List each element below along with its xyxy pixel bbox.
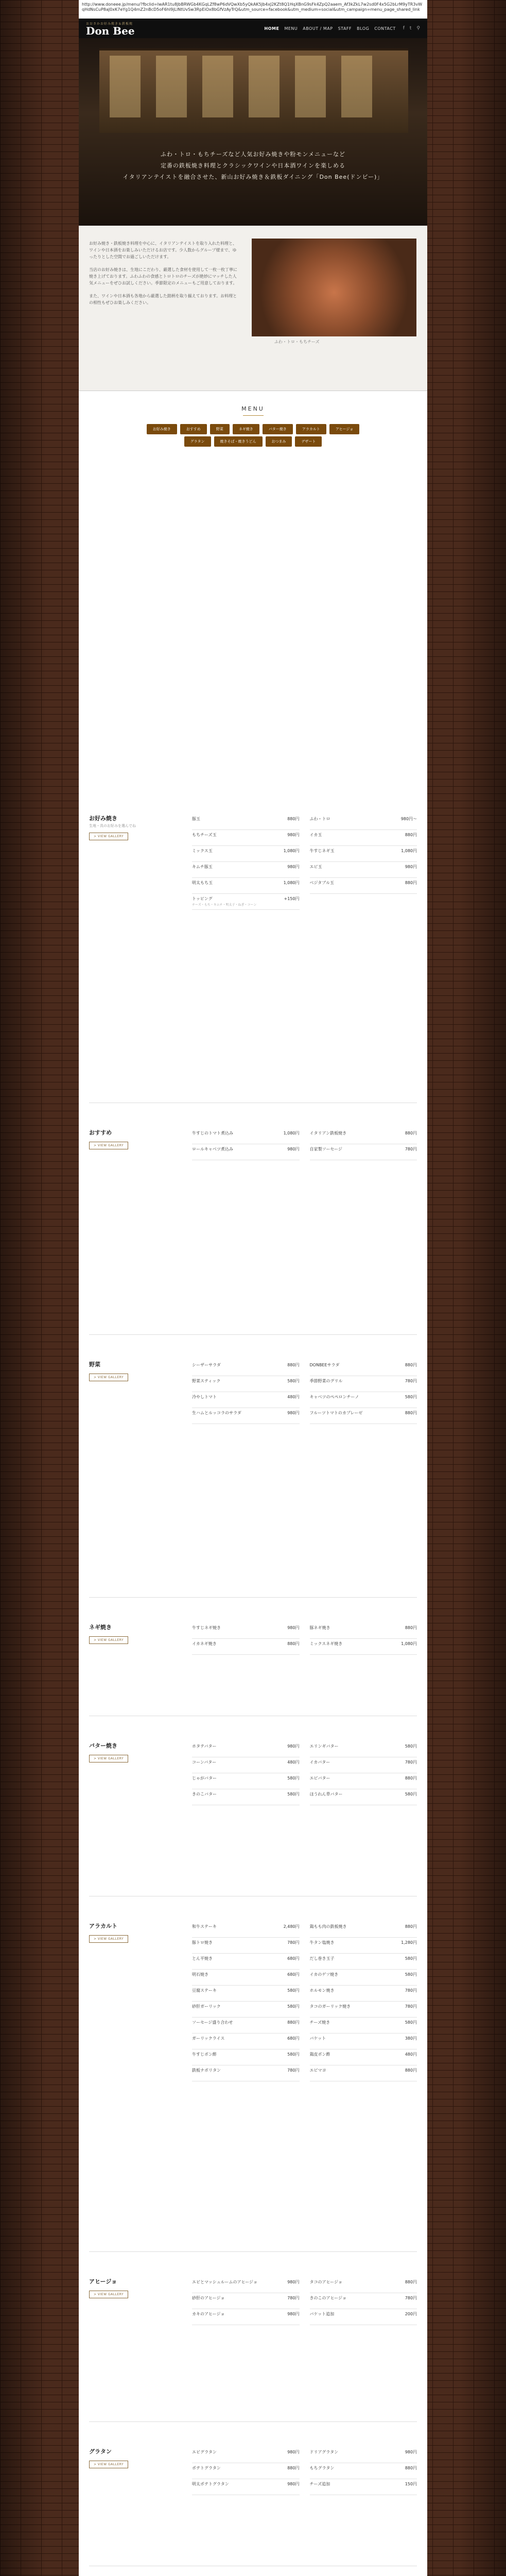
menu-item-name: エビグラタン — [192, 2450, 217, 2454]
menu-item — [192, 2033, 300, 2049]
menu-item-list — [192, 1623, 417, 1655]
menu-item-name: 豆腐ステーキ — [192, 1988, 217, 1993]
menu-item — [192, 846, 300, 862]
menu-item-price: 980円 — [287, 1625, 300, 1630]
nav-home[interactable]: HOME — [264, 26, 280, 31]
menu-item-name: 牛すじのトマト煮込み — [192, 1131, 233, 1136]
menu-title: MENU — [241, 405, 265, 412]
social-links — [403, 26, 420, 31]
menu-item — [192, 2479, 300, 2495]
menu-item — [310, 1376, 417, 1392]
menu-section — [89, 1128, 417, 1335]
category-button[interactable]: アラカルト — [296, 424, 326, 434]
menu-item-name: 明太ポテトグラタン — [192, 2482, 229, 2486]
menu-item — [192, 2447, 300, 2463]
menu-item — [310, 2447, 417, 2463]
category-button[interactable]: おすすめ — [180, 424, 207, 434]
menu-item-price: 880円 — [405, 1924, 417, 1929]
menu-item-name: ベジタブル玉 — [309, 880, 334, 885]
nav-menu[interactable]: MENU — [284, 26, 298, 31]
menu-section-title: お好み焼き — [89, 815, 117, 822]
menu-section-title: アラカルト — [89, 1923, 117, 1929]
menu-section — [89, 1741, 417, 1896]
menu-item-price: 580円 — [405, 2020, 417, 2025]
menu-item-price: 880円 — [405, 1131, 417, 1136]
menu-item — [310, 1954, 417, 1970]
menu-item-name: 豚トロ焼き — [192, 1940, 213, 1945]
menu-item-price: 880円 — [287, 817, 300, 821]
menu-section-title: 野菜 — [89, 1361, 100, 1368]
hero-banner — [79, 38, 427, 226]
menu-item-name: ミックス玉 — [192, 849, 213, 853]
menu-item — [310, 2049, 417, 2065]
menu-item-price: 980円 — [287, 2312, 300, 2316]
menu-section — [89, 814, 417, 1103]
hero-copy — [79, 149, 427, 183]
menu-item-price: 980円 — [287, 1744, 300, 1749]
menu-item-name: バケット — [309, 2036, 326, 2041]
menu-item-name: ポテトグラタン — [192, 2466, 221, 2470]
menu-item-name: ソーセージ盛り合わせ — [192, 2020, 233, 2025]
menu-item — [192, 830, 300, 846]
menu-item-price: 580円 — [405, 1972, 417, 1977]
menu-item-name: ほうれん草バター — [309, 1792, 343, 1797]
category-button[interactable]: 焼きそば・焼きうどん — [214, 436, 263, 447]
view-gallery-button[interactable]: > VIEW GALLERY — [89, 1935, 128, 1943]
menu-item — [310, 1623, 417, 1639]
site-logo[interactable] — [86, 21, 135, 36]
menu-item-name: イカ玉 — [309, 833, 322, 837]
menu-item-name: 生ハムとルッコラのサラダ — [192, 1411, 241, 1415]
menu-item-name: コーンバター — [192, 1760, 217, 1765]
main-nav — [265, 26, 396, 31]
menu-header — [79, 391, 427, 447]
category-button[interactable]: 野菜 — [210, 424, 230, 434]
menu-item-name: じゃがバター — [192, 1776, 217, 1781]
menu-item-price: 580円 — [287, 1988, 300, 1993]
intro-section — [79, 226, 427, 391]
menu-item-price: 880円 — [405, 1625, 417, 1630]
menu-item-name: 牛すじポン酢 — [192, 2052, 217, 2057]
menu-item — [310, 1639, 417, 1655]
site-header — [79, 19, 427, 38]
menu-item-name: 明太もち玉 — [192, 880, 213, 885]
menu-item-name: チーズ追加 — [309, 2482, 330, 2486]
view-gallery-button[interactable]: > VIEW GALLERY — [89, 1636, 128, 1644]
menu-item-price: 780円 — [405, 1147, 417, 1151]
menu-item — [310, 2479, 417, 2495]
menu-section — [89, 2447, 417, 2566]
menu-item-name: チーズ焼き — [309, 2020, 330, 2025]
menu-item-price: 580円 — [405, 1956, 417, 1961]
menu-item — [192, 1789, 300, 1805]
menu-item — [192, 862, 300, 878]
menu-item — [192, 1639, 300, 1655]
menu-item — [310, 1392, 417, 1408]
menu-item-list — [192, 814, 417, 910]
intro-paragraph-3: また、ワインや日本酒も各地から厳選した銘柄を取り揃えております。お料理との相性もぜひお楽しみください。 — [89, 294, 237, 305]
menu-item — [192, 878, 300, 894]
menu-item-name: エリンギバター — [309, 1744, 339, 1749]
menu-item-price: 1,080円 — [283, 849, 300, 853]
menu-item-name: ふわ・トロ — [309, 817, 330, 821]
menu-item-price: 880円 — [287, 1363, 300, 1367]
menu-item — [192, 814, 300, 830]
intro-paragraph-2: 当店のお好み焼きは、生地にこだわり、厳選した食材を使用して一枚一枚丁寧に焼き上げております。ふわふわの食感とトロトロのチーズが絶妙にマッチした人気メニューをぜひお試しください。季節限定のメニューもご用意しております。 — [89, 267, 237, 285]
menu-item-name: キムチ豚玉 — [192, 865, 213, 869]
menu-item — [192, 894, 300, 910]
menu-item-price: 780円 — [405, 1379, 417, 1383]
menu-item — [192, 1128, 300, 1144]
menu-item-name: エビとマッシュルームのアヒージョ — [192, 2280, 257, 2284]
menu-item-name: バケット追加 — [309, 2312, 335, 2316]
menu-item — [310, 1970, 417, 1986]
menu-section — [89, 2277, 417, 2422]
menu-item — [192, 1970, 300, 1986]
category-button[interactable]: バター焼き — [263, 424, 293, 434]
hero-line-2: 定番の鉄板焼き料理とクラシックワインや日本酒ワインを楽しめる — [160, 162, 346, 169]
menu-item-price: 1,080円 — [401, 1641, 417, 1646]
menu-item — [192, 1623, 300, 1639]
menu-item — [192, 1144, 300, 1160]
menu-item — [310, 1360, 417, 1376]
menu-item — [310, 1773, 417, 1789]
hero-line-1: ふわ・トロ・もちチーズなど人気お好み焼きや粉モンメニューなど — [160, 151, 346, 158]
menu-item-name: 豚ネギ焼き — [309, 1625, 330, 1630]
menu-item-price: 480円 — [287, 1760, 300, 1765]
menu-item — [192, 2049, 300, 2065]
search-icon[interactable]: ⚲ — [416, 26, 420, 31]
menu-item-name: 鶏皮ポン酢 — [309, 2052, 330, 2057]
menu-item-price: 580円 — [287, 2004, 300, 2009]
menu-section-title: バター焼き — [89, 1742, 117, 1749]
menu-item-price: 580円 — [405, 1792, 417, 1797]
menu-item — [310, 1144, 417, 1160]
menu-item-name: フルーツトマトのカプレーゼ — [309, 1411, 363, 1415]
menu-item-list — [192, 1741, 417, 1805]
menu-item — [310, 2277, 417, 2293]
menu-item-name: 牛すじネギ焼き — [192, 1625, 221, 1630]
menu-section-subtitle: 生地・具のお好みを選んでね — [89, 824, 136, 828]
menu-item-price: 580円 — [287, 1379, 300, 1383]
nav-blog[interactable]: BLOG — [357, 26, 370, 31]
menu-item — [192, 1408, 300, 1424]
menu-item-name: 季節野菜のグリル — [309, 1379, 343, 1383]
menu-item — [192, 1986, 300, 2002]
menu-item-name: 牛すじネギ玉 — [309, 849, 335, 853]
menu-item-name: キャベツのぺペロンチーノ — [309, 1395, 359, 1399]
menu-item-price: 980円〜 — [400, 817, 417, 821]
menu-item-price: 580円 — [405, 1395, 417, 1399]
menu-category-nav — [135, 424, 372, 447]
nav-staff[interactable]: STAFF — [338, 26, 352, 31]
menu-item-name: イカバター — [309, 1760, 330, 1765]
menu-item — [310, 2002, 417, 2018]
menu-item-name: もちチーズ玉 — [192, 833, 217, 837]
menu-item-list — [192, 1922, 417, 2081]
menu-item-price: 780円 — [405, 1760, 417, 1765]
url-bar[interactable]: http://www.doneee.jp/menu/?fbclid=IwAR1tu8JbBRWGb4KGqLZf8wP6dVQwXb5yQkAK5Jb4xJ2KZt8Q1HqXBnG9sFk4ZpQ2aaem_Af3kZkL7w2sd0F4x5G2bLrM9yTR3vWqHdNsCuP8aJ0xK7eYg1Q4mZ2nBcD5oF6hI9jLlNtUvSw3RpEiOx8bGfVzAyTrQ&utm_source=facebook&utm_medium=social&utm_campaign=menu_page_shared_link — [79, 0, 427, 19]
menu-item — [192, 1376, 300, 1392]
menu-item — [192, 1954, 300, 1970]
photo-caption: ふわ・トロ・もちチーズ — [274, 340, 320, 344]
menu-item — [310, 814, 417, 830]
menu-item-price: 980円 — [287, 865, 300, 869]
menu-item — [192, 1757, 300, 1773]
menu-item — [310, 1408, 417, 1424]
view-gallery-button[interactable]: > VIEW GALLERY — [89, 833, 128, 840]
menu-item-price: 1,280円 — [401, 1940, 417, 1945]
twitter-icon[interactable]: t — [409, 26, 412, 31]
menu-item-name: ガーリックライス — [192, 2036, 225, 2041]
menu-section-title: ネギ焼き — [89, 1624, 112, 1631]
menu-item — [310, 878, 417, 894]
menu-item — [192, 2309, 300, 2325]
menu-item-name: ミックスネギ焼き — [309, 1641, 343, 1646]
menu-item-name: イタリアン鉄板焼き — [309, 1131, 347, 1136]
view-gallery-button[interactable]: > VIEW GALLERY — [89, 2461, 128, 2468]
menu-item — [192, 1938, 300, 1954]
menu-item-price: 580円 — [287, 1792, 300, 1797]
menu-item-name: ホルモン焼き — [309, 1988, 335, 1993]
menu-item-price: 880円 — [405, 880, 417, 885]
menu-item — [310, 2065, 417, 2081]
menu-item — [192, 1392, 300, 1408]
menu-item-price: 780円 — [405, 2296, 417, 2300]
menu-item-price: 780円 — [287, 2296, 300, 2300]
menu-item — [192, 1741, 300, 1757]
storefront-image — [99, 48, 408, 133]
menu-item — [310, 1986, 417, 2002]
background-shade-left — [0, 0, 46, 2576]
menu-item — [310, 1922, 417, 1938]
category-button[interactable]: ネギ焼き — [233, 424, 259, 434]
menu-item — [192, 2018, 300, 2033]
menu-item — [310, 2293, 417, 2309]
menu-item-list — [192, 1360, 417, 1424]
menu-item-list — [192, 2447, 417, 2495]
menu-item-name: 牛タン塩焼き — [309, 1940, 335, 1945]
menu-item-price: 880円 — [405, 2280, 417, 2284]
menu-item-name: エビマヨ — [309, 2068, 326, 2073]
menu-item-name: ロールキャベツ煮込み — [192, 1147, 233, 1151]
menu-item-price: 780円 — [287, 2068, 300, 2073]
menu-item — [192, 1773, 300, 1789]
menu-item-price: 480円 — [287, 1395, 300, 1399]
menu-section-title: おすすめ — [89, 1129, 112, 1136]
menu-item-name: イカのゲソ焼き — [309, 1972, 339, 1977]
menu-section — [89, 1360, 417, 1598]
menu-item-price: 980円 — [405, 865, 417, 869]
menu-item-price: 380円 — [405, 2036, 417, 2041]
hero-line-3: イタリアンテイストを融合させた、新山お好み焼き＆鉄板ダイニング「Don Bee(ドンビー)」 — [123, 174, 383, 180]
menu-item-price: 680円 — [287, 1972, 300, 1977]
nav-about-map[interactable]: ABOUT / MAP — [303, 26, 333, 31]
menu-item-name: イカネギ焼き — [192, 1641, 217, 1646]
menu-item-price: 150円 — [405, 2482, 417, 2486]
menu-item — [192, 1922, 300, 1938]
menu-item-price: 980円 — [405, 2450, 417, 2454]
menu-item-name: もちグラタン — [309, 2466, 335, 2470]
menu-item-name: 豚玉 — [192, 817, 200, 821]
menu-item-name: タコのガーリック焼き — [309, 2004, 351, 2009]
menu-item-price: 880円 — [405, 1776, 417, 1781]
menu-item-price: 880円 — [287, 1641, 300, 1646]
menu-item-price: 980円 — [287, 1411, 300, 1415]
menu-item-price: 580円 — [287, 1776, 300, 1781]
menu-item — [310, 2309, 417, 2325]
facebook-icon[interactable]: f — [403, 26, 405, 31]
menu-item-price: 880円 — [405, 833, 417, 837]
menu-section — [89, 1623, 417, 1716]
category-button[interactable]: グラタン — [184, 436, 211, 447]
category-button[interactable]: お好み焼き — [147, 424, 177, 434]
menu-item-price: +150円 — [284, 896, 300, 901]
menu-item-name: 鉄板ナポリタン — [192, 2068, 221, 2073]
menu-item-price: 680円 — [287, 1956, 300, 1961]
menu-item — [310, 1128, 417, 1144]
category-button[interactable]: おつまみ — [266, 436, 292, 447]
intro-text — [89, 240, 238, 312]
category-button[interactable]: デザート — [295, 436, 322, 447]
menu-item-price: 880円 — [405, 2068, 417, 2073]
menu-item-price: 2,480円 — [283, 1924, 300, 1929]
menu-item — [310, 1938, 417, 1954]
menu-item — [310, 2018, 417, 2033]
menu-title-rule — [243, 415, 264, 416]
menu-section-title: アヒージョ — [89, 2278, 117, 2285]
menu-item — [310, 830, 417, 846]
view-gallery-button[interactable]: > VIEW GALLERY — [89, 1142, 128, 1149]
menu-item-name: エビ玉 — [309, 865, 322, 869]
view-gallery-button[interactable]: > VIEW GALLERY — [89, 1374, 128, 1381]
view-gallery-button[interactable]: > VIEW GALLERY — [89, 2291, 128, 2298]
menu-item-price: 880円 — [287, 2020, 300, 2025]
menu-item-price: 980円 — [287, 2280, 300, 2284]
menu-item — [310, 2033, 417, 2049]
menu-section — [89, 1922, 417, 2252]
menu-item-price: 980円 — [287, 833, 300, 837]
menu-item — [310, 1757, 417, 1773]
page-container — [79, 0, 427, 2576]
menu-item — [310, 862, 417, 878]
menu-item-name: 野菜スティック — [192, 1379, 221, 1383]
menu-item-name: 鶏もも肉の鉄板焼き — [309, 1924, 347, 1929]
menu-item-price: 880円 — [405, 1363, 417, 1367]
menu-item — [192, 2065, 300, 2081]
menu-item-list — [192, 1128, 417, 1160]
intro-paragraph-1: お好み焼き・鉄板焼き料理を中心に、イタリアンテイストを取り入れた料理と、ワインや日本酒をお楽しみいただけるお店です。少人数からグループ様まで、ゆったりとした空間でお過ごしいただけます。 — [89, 241, 237, 259]
menu-item-name: きのこのアヒージョ — [309, 2296, 346, 2300]
menu-item — [192, 1360, 300, 1376]
menu-item-price: 680円 — [287, 2036, 300, 2041]
menu-item-name: トッピング チーズ・もち・キムチ・明太子・ねぎ・コーン — [192, 896, 264, 907]
menu-item-name: きのこバター — [192, 1792, 217, 1797]
menu-item-price: 1,080円 — [283, 1131, 300, 1136]
menu-item — [192, 2463, 300, 2479]
menu-item-price: 200円 — [405, 2312, 417, 2316]
menu-item-name: 明石焼き — [192, 1972, 208, 1977]
menu-item-price: 1,080円 — [401, 849, 417, 853]
menu-item-name: 自家製ソーセージ — [309, 1147, 342, 1151]
menu-item — [310, 846, 417, 862]
menu-item-price: 980円 — [287, 1147, 300, 1151]
menu-item-list — [192, 2277, 417, 2325]
menu-item-note: チーズ・もち・キムチ・明太子・ねぎ・コーン — [192, 903, 257, 907]
menu-item-price: 980円 — [287, 2482, 300, 2486]
okonomiyaki-photo — [252, 239, 416, 336]
menu-item-name: 冷やしトマト — [192, 1395, 217, 1399]
menu-item-name: ホタテバター — [192, 1744, 217, 1749]
menu-item-name: DONBEEサラダ — [309, 1363, 340, 1367]
menu-item-name: とん平焼き — [192, 1956, 213, 1961]
nav-contact[interactable]: CONTACT — [374, 26, 396, 31]
menu-item-price: 880円 — [405, 2466, 417, 2470]
menu-item-name: だし巻き玉子 — [309, 1956, 335, 1961]
logo-name: Don Bee — [86, 24, 135, 37]
menu-item-name: 砂肝ガーリック — [192, 2004, 221, 2009]
menu-item — [192, 2277, 300, 2293]
menu-item-name: 和牛ステーキ — [192, 1924, 217, 1929]
view-gallery-button[interactable]: > VIEW GALLERY — [89, 1755, 128, 1762]
menu-item — [310, 1741, 417, 1757]
logo-tagline: おおさかお好み焼き＆鉄板焼 — [86, 22, 133, 26]
menu-item — [310, 1789, 417, 1805]
menu-item-price: 980円 — [287, 2450, 300, 2454]
menu-item-price: 780円 — [405, 2004, 417, 2009]
menu-item-price: 880円 — [287, 2466, 300, 2470]
menu-item-price: 780円 — [287, 1940, 300, 1945]
menu-item-price: 1,080円 — [283, 880, 300, 885]
menu-item-name: シーザーサラダ — [192, 1363, 221, 1367]
background-shade-right — [460, 0, 506, 2576]
menu-item — [192, 2293, 300, 2309]
category-button[interactable]: アヒージョ — [329, 424, 359, 434]
menu-item-name: ドリアグラタン — [309, 2450, 339, 2454]
menu-item-price: 580円 — [287, 2052, 300, 2057]
menu-item-price: 880円 — [405, 1411, 417, 1415]
menu-item-price: 780円 — [405, 1988, 417, 1993]
menu-item-name: エビバター — [309, 1776, 330, 1781]
menu-item — [310, 2463, 417, 2479]
menu-item-name: タコのアヒージョ — [309, 2280, 342, 2284]
menu-item-price: 580円 — [405, 1744, 417, 1749]
menu-item-name: 砂肝のアヒージョ — [192, 2296, 225, 2300]
menu-section-title: グラタン — [89, 2448, 112, 2455]
menu-item-name: カキのアヒージョ — [192, 2312, 225, 2316]
menu-item — [192, 2002, 300, 2018]
menu-item-price: 480円 — [405, 2052, 417, 2057]
